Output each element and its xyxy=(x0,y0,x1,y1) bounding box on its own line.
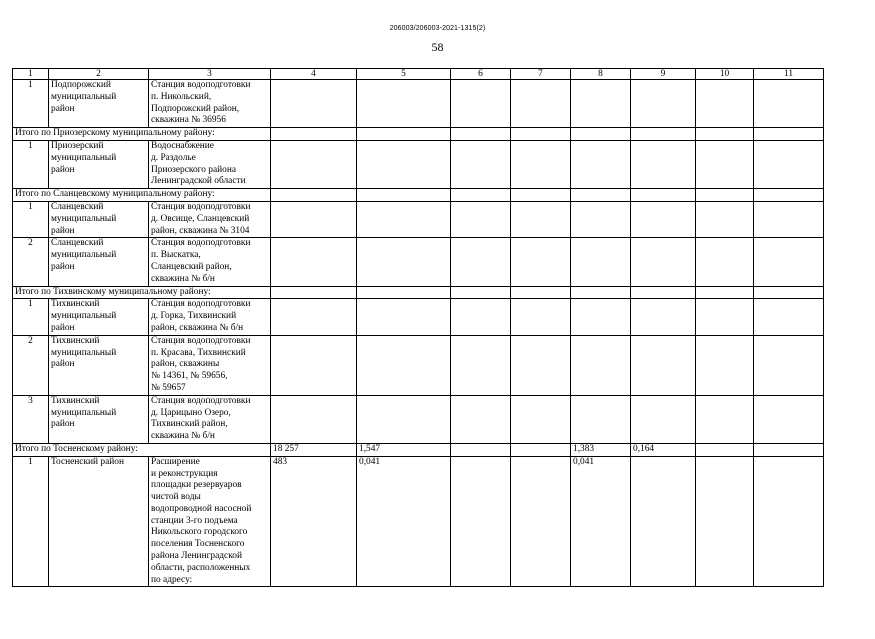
value-cell-6 xyxy=(451,238,511,286)
object-cell: Водоснабжение д. Раздолье Приозерского района Ленинградской области xyxy=(149,140,271,188)
value-cell-9 xyxy=(631,299,696,335)
value-cell-6 xyxy=(451,395,511,443)
value-cell-10 xyxy=(696,201,754,237)
value-cell-11 xyxy=(754,286,824,299)
total-label: Итого по Сланцевскому муниципальному району: xyxy=(13,189,271,202)
table-row xyxy=(13,201,824,237)
object-cell: Станция водоподготовки д. Горка, Тихвинский район, скважина № б/н xyxy=(149,299,271,335)
value-cell-11 xyxy=(754,443,824,456)
column-number: 8 xyxy=(571,69,631,80)
value-cell-6 xyxy=(451,201,511,237)
value-cell-5 xyxy=(357,395,451,443)
column-number: 1 xyxy=(13,69,49,80)
value-cell-10 xyxy=(696,335,754,395)
row-number: 1 xyxy=(13,140,49,188)
total-label: Итого по Тосненскому району: xyxy=(13,443,271,456)
value-cell-6 xyxy=(451,286,511,299)
column-number: 5 xyxy=(357,69,451,80)
column-number: 10 xyxy=(696,69,754,80)
value-cell-4 xyxy=(271,128,357,141)
value-cell-10 xyxy=(696,238,754,286)
value-cell-9 xyxy=(631,335,696,395)
value-cell-5 xyxy=(357,299,451,335)
value-cell-9 xyxy=(631,189,696,202)
row-number: 1 xyxy=(13,201,49,237)
value-cell-4 xyxy=(271,140,357,188)
object-cell: Станция водоподготовки д. Овсище, Сланцевский район, скважина № 3104 xyxy=(149,201,271,237)
column-number: 6 xyxy=(451,69,511,80)
object-cell: Станция водоподготовки п. Никольский, Подпорожский район, скважина № 36956 xyxy=(149,80,271,128)
value-cell-9 xyxy=(631,395,696,443)
value-cell-7 xyxy=(511,456,571,587)
district-total-row xyxy=(13,286,824,299)
value-cell-7 xyxy=(511,395,571,443)
value-cell-10 xyxy=(696,443,754,456)
value-cell-9 xyxy=(631,128,696,141)
value-cell-8 xyxy=(571,189,631,202)
value-cell-9 xyxy=(631,286,696,299)
column-number: 3 xyxy=(149,69,271,80)
value-cell-4 xyxy=(271,189,357,202)
value-cell-7 xyxy=(511,299,571,335)
district-total-row xyxy=(13,189,824,202)
table-row xyxy=(13,238,824,286)
value-cell-4 xyxy=(271,286,357,299)
district-cell: Подпорожский муниципальный район xyxy=(49,80,149,128)
table-row xyxy=(13,140,824,188)
row-number: 1 xyxy=(13,299,49,335)
value-cell-8 xyxy=(571,395,631,443)
value-cell-7 xyxy=(511,286,571,299)
value-cell-8: 1,383 xyxy=(571,443,631,456)
value-cell-5 xyxy=(357,201,451,237)
total-label: Итого по Приозерскому муниципальному району: xyxy=(13,128,271,141)
value-cell-10 xyxy=(696,80,754,128)
column-number: 9 xyxy=(631,69,696,80)
value-cell-8 xyxy=(571,238,631,286)
object-cell: Станция водоподготовки д. Царицыно Озеро, Тихвинский район, скважина № б/н xyxy=(149,395,271,443)
value-cell-5: 0,041 xyxy=(357,456,451,587)
district-cell: Тихвинский муниципальный район xyxy=(49,335,149,395)
column-number-row xyxy=(13,69,824,80)
value-cell-11 xyxy=(754,128,824,141)
total-label: Итого по Тихвинскому муниципальному району: xyxy=(13,286,271,299)
value-cell-9 xyxy=(631,140,696,188)
value-cell-5: 1,547 xyxy=(357,443,451,456)
object-cell: Расширение и реконструкция площадки резервуаров чистой воды водопроводной насосной станции 3-го подъема Никольского городского поселения Тосненского района Ленинградской области, расположенных по адресу: xyxy=(149,456,271,587)
table-row xyxy=(13,395,824,443)
value-cell-8 xyxy=(571,80,631,128)
table-row xyxy=(13,335,824,395)
document-id: 206003/206003-2021-1315(2) xyxy=(389,25,486,32)
value-cell-6 xyxy=(451,140,511,188)
value-cell-7 xyxy=(511,128,571,141)
district-cell: Тихвинский муниципальный район xyxy=(49,299,149,335)
value-cell-7 xyxy=(511,189,571,202)
value-cell-11 xyxy=(754,189,824,202)
column-number: 4 xyxy=(271,69,357,80)
value-cell-5 xyxy=(357,286,451,299)
object-cell: Станция водоподготовки п. Выскатка, Сланцевский район, скважина № б/н xyxy=(149,238,271,286)
table-row xyxy=(13,80,824,128)
data-table xyxy=(12,68,824,587)
value-cell-4 xyxy=(271,335,357,395)
value-cell-11 xyxy=(754,299,824,335)
value-cell-8: 0,041 xyxy=(571,456,631,587)
table-row xyxy=(13,456,824,587)
value-cell-10 xyxy=(696,189,754,202)
value-cell-9 xyxy=(631,238,696,286)
value-cell-8 xyxy=(571,299,631,335)
value-cell-6 xyxy=(451,335,511,395)
value-cell-10 xyxy=(696,395,754,443)
value-cell-8 xyxy=(571,335,631,395)
column-number: 2 xyxy=(49,69,149,80)
page-number: 58 xyxy=(431,40,444,54)
value-cell-10 xyxy=(696,456,754,587)
value-cell-4 xyxy=(271,395,357,443)
table-row xyxy=(13,299,824,335)
value-cell-8 xyxy=(571,201,631,237)
value-cell-10 xyxy=(696,299,754,335)
value-cell-8 xyxy=(571,140,631,188)
district-cell: Тихвинский муниципальный район xyxy=(49,395,149,443)
value-cell-11 xyxy=(754,238,824,286)
value-cell-4: 483 xyxy=(271,456,357,587)
object-cell: Станция водоподготовки п. Красава, Тихвинский район, скважины № 14361, № 59656, № 59657 xyxy=(149,335,271,395)
district-cell: Тосненский район xyxy=(49,456,149,587)
district-cell: Приозерский муниципальный район xyxy=(49,140,149,188)
district-cell: Сланцевский муниципальный район xyxy=(49,238,149,286)
column-number: 7 xyxy=(511,69,571,80)
value-cell-8 xyxy=(571,128,631,141)
row-number: 1 xyxy=(13,456,49,587)
value-cell-4 xyxy=(271,201,357,237)
value-cell-9 xyxy=(631,80,696,128)
value-cell-4 xyxy=(271,299,357,335)
value-cell-6 xyxy=(451,80,511,128)
value-cell-7 xyxy=(511,443,571,456)
value-cell-6 xyxy=(451,443,511,456)
value-cell-9 xyxy=(631,456,696,587)
district-total-row xyxy=(13,128,824,141)
value-cell-11 xyxy=(754,80,824,128)
value-cell-8 xyxy=(571,286,631,299)
value-cell-7 xyxy=(511,335,571,395)
district-cell: Сланцевский муниципальный район xyxy=(49,201,149,237)
value-cell-11 xyxy=(754,456,824,587)
value-cell-5 xyxy=(357,80,451,128)
value-cell-6 xyxy=(451,299,511,335)
row-number: 2 xyxy=(13,335,49,395)
value-cell-4: 18 257 xyxy=(271,443,357,456)
value-cell-7 xyxy=(511,140,571,188)
row-number: 1 xyxy=(13,80,49,128)
value-cell-11 xyxy=(754,140,824,188)
value-cell-5 xyxy=(357,189,451,202)
value-cell-7 xyxy=(511,80,571,128)
value-cell-11 xyxy=(754,395,824,443)
value-cell-11 xyxy=(754,201,824,237)
value-cell-11 xyxy=(754,335,824,395)
row-number: 2 xyxy=(13,238,49,286)
value-cell-6 xyxy=(451,456,511,587)
value-cell-7 xyxy=(511,238,571,286)
value-cell-4 xyxy=(271,80,357,128)
value-cell-10 xyxy=(696,140,754,188)
value-cell-9: 0,164 xyxy=(631,443,696,456)
value-cell-5 xyxy=(357,140,451,188)
value-cell-5 xyxy=(357,335,451,395)
value-cell-4 xyxy=(271,238,357,286)
value-cell-10 xyxy=(696,286,754,299)
value-cell-6 xyxy=(451,189,511,202)
value-cell-9 xyxy=(631,201,696,237)
column-number: 11 xyxy=(754,69,824,80)
value-cell-6 xyxy=(451,128,511,141)
value-cell-10 xyxy=(696,128,754,141)
row-number: 3 xyxy=(13,395,49,443)
district-total-row xyxy=(13,443,824,456)
value-cell-5 xyxy=(357,238,451,286)
value-cell-7 xyxy=(511,201,571,237)
value-cell-5 xyxy=(357,128,451,141)
